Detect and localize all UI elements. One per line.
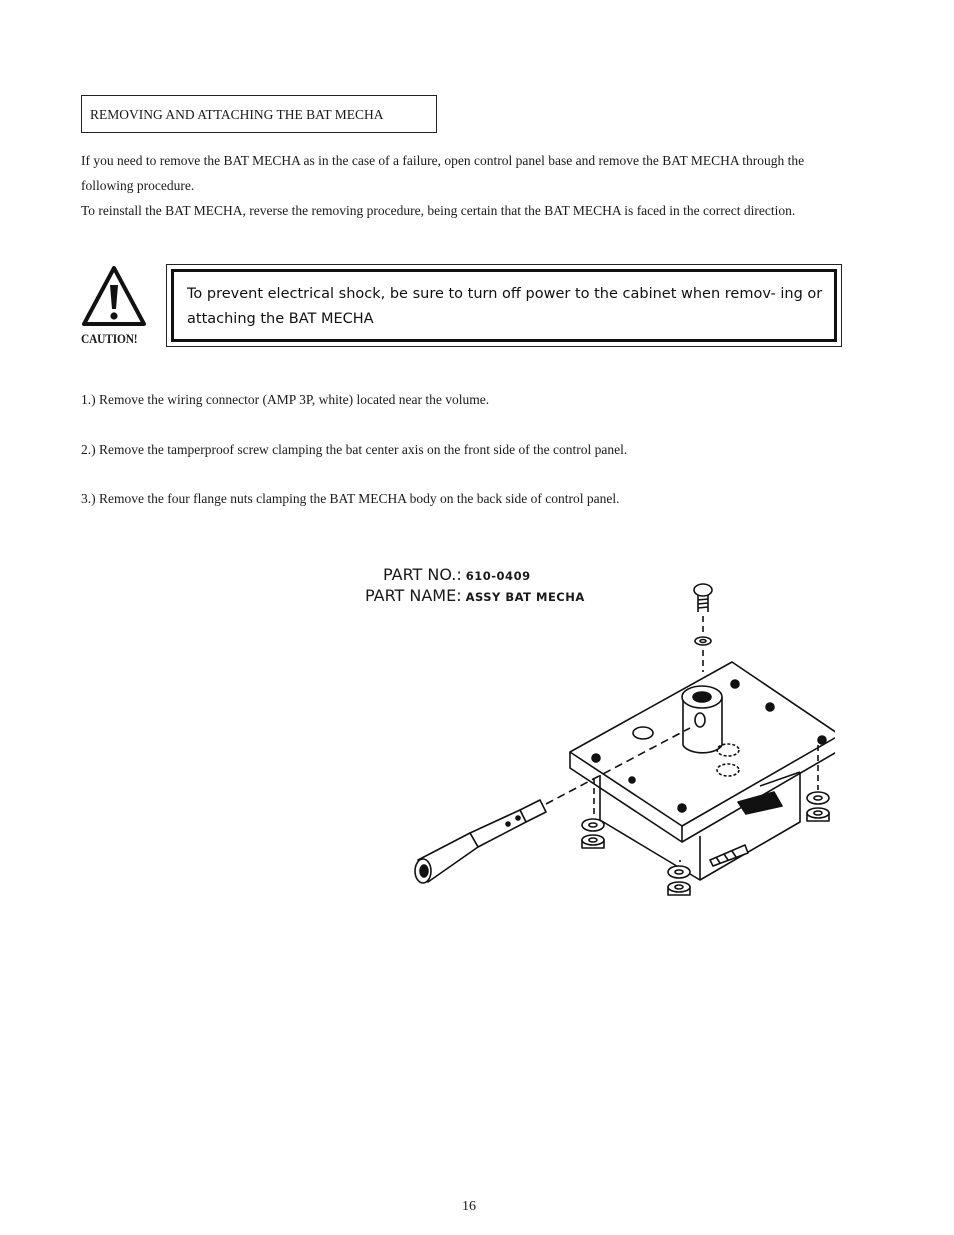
bat-mecha-exploded-diagram bbox=[405, 575, 835, 920]
part-number-value: 610-0409 bbox=[465, 569, 531, 583]
section-title-box bbox=[81, 95, 437, 133]
step-2: 2.) Remove the tamperproof screw clamping the bat center axis on the front side of the control panel. bbox=[81, 442, 628, 457]
flange-nut-icon bbox=[807, 792, 829, 821]
caution-text: To prevent electrical shock, be sure to turn off power to the cabinet when remov- ing or attaching the BAT MECHA bbox=[187, 286, 823, 327]
section-title: REMOVING AND ATTACHING THE BAT MECHA bbox=[90, 107, 384, 122]
step-1: 1.) Remove the wiring connector (AMP 3P, white) located near the volume. bbox=[81, 392, 490, 407]
step-3: 3.) Remove the four flange nuts clamping the BAT MECHA body on the back side of control panel. bbox=[81, 491, 620, 506]
part-number-label: PART NO.: bbox=[383, 565, 462, 584]
caution-label: CAUTION! bbox=[81, 331, 138, 346]
intro-paragraph-2: To reinstall the BAT MECHA, reverse the removing procedure, being certain that the BAT MECHA is faced in the correct direction. bbox=[81, 203, 796, 218]
part-name-label: PART NAME: bbox=[365, 586, 462, 605]
flange-nut-icon bbox=[668, 866, 690, 895]
flange-nut-icon bbox=[582, 819, 604, 848]
intro-text bbox=[81, 148, 841, 223]
washer-icon bbox=[695, 637, 711, 645]
warning-triangle-icon bbox=[81, 265, 147, 327]
screw-icon bbox=[694, 584, 712, 612]
page-number: 16 bbox=[462, 1199, 476, 1214]
intro-paragraph-1: If you need to remove the BAT MECHA as in the case of a failure, open control panel base and remove the BAT MECHA through the following procedure. bbox=[81, 153, 805, 193]
part-name-value: ASSY BAT MECHA bbox=[465, 590, 585, 604]
